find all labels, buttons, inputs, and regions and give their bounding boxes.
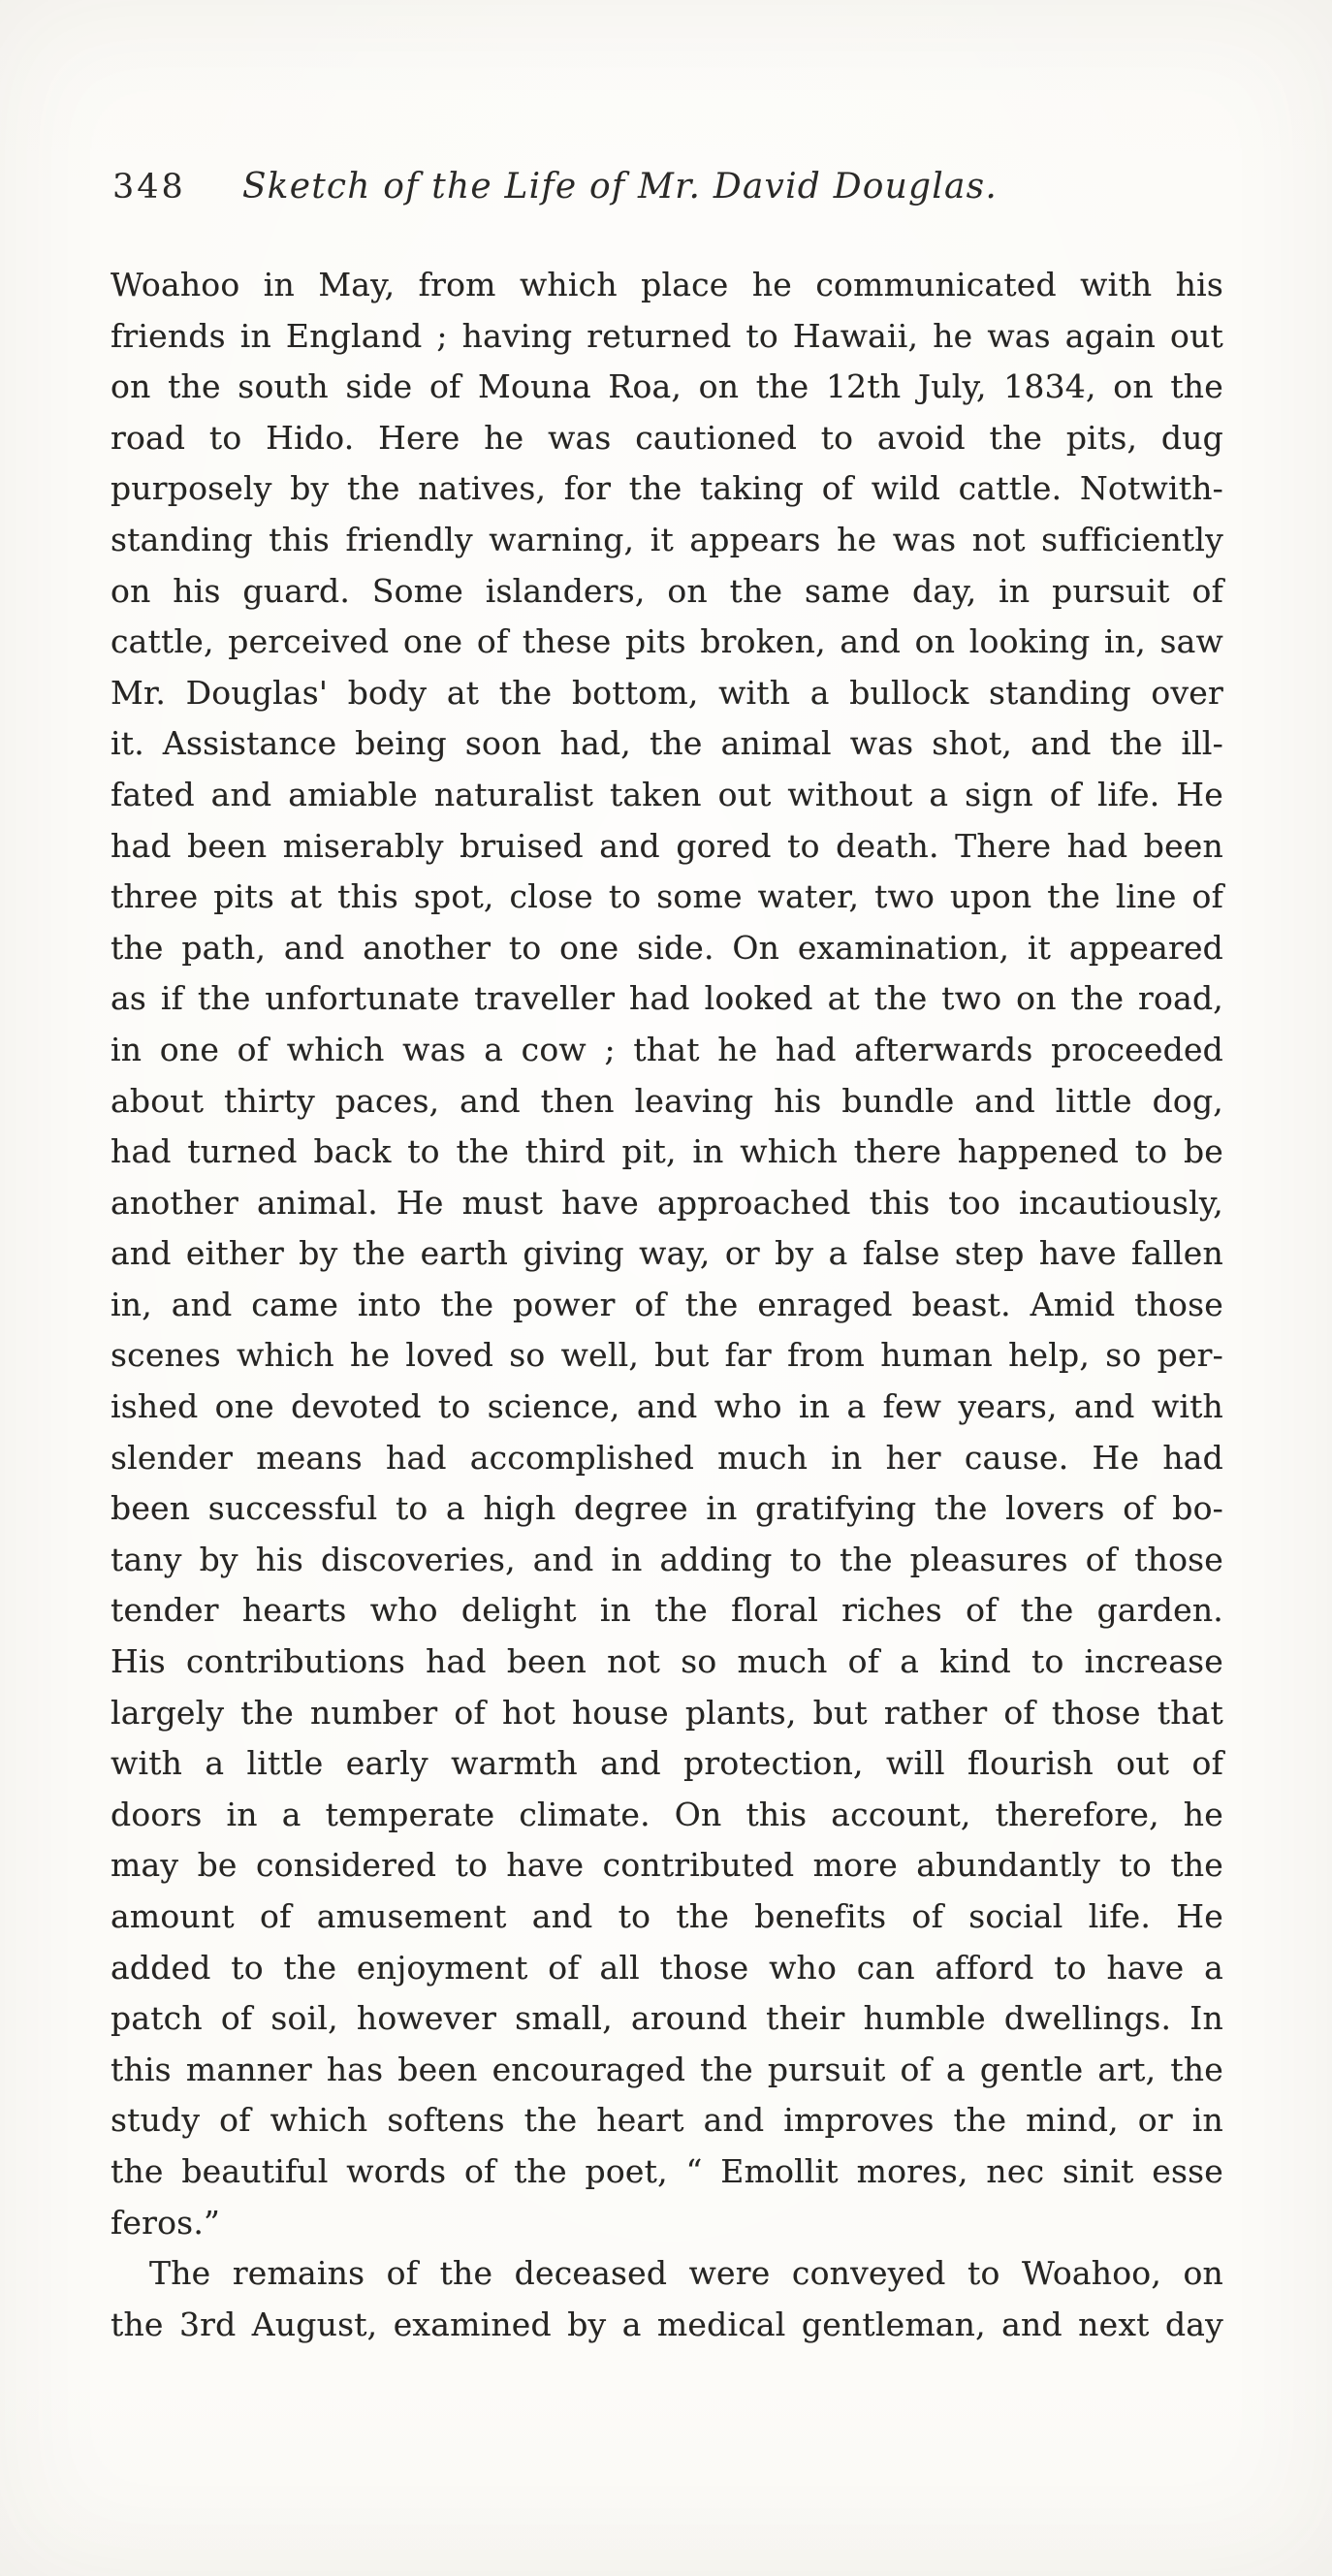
text-line: purposely by the natives, for the taking of wild cattle. Notwith- (111, 469, 1223, 508)
text-line: it. Assistance being soon had, the animal was shot, and the ill- (111, 724, 1223, 763)
text-line: largely the number of hot house plants, but rather of those that (111, 1693, 1223, 1732)
text-line: on the south side of Mouna Roa, on the 12th July, 1834, on the (111, 367, 1223, 406)
text-line: friends in England ; having returned to Hawaii, he was again out (111, 316, 1223, 355)
page-number: 348 (112, 168, 186, 207)
text-line: with a little early warmth and protection, will flourish out of (111, 1744, 1223, 1783)
text-line: about thirty paces, and then leaving his bundle and little dog, (111, 1081, 1223, 1120)
text-line: and either by the earth giving way, or by a false step have fallen (111, 1234, 1223, 1273)
text-line: may be considered to have contributed more abundantly to the (111, 1846, 1223, 1885)
text-line: had turned back to the third pit, in which there happened to be (111, 1132, 1223, 1171)
text-line: the beautiful words of the poet, “ Emollit mores, nec sinit esse (111, 2151, 1223, 2190)
running-title: Sketch of the Life of Mr. David Douglas. (241, 167, 998, 207)
text-line: this manner has been encouraged the pursuit of a gentle art, the (111, 2050, 1223, 2088)
text-line: had been miserably bruised and gored to death. There had been (111, 826, 1223, 865)
text-line: feros.” (111, 2203, 221, 2242)
text-line: as if the unfortunate traveller had looked at the two on the road, (111, 979, 1223, 1018)
text-line: study of which softens the heart and improves the mind, or in (111, 2101, 1223, 2140)
text-line: doors in a temperate climate. On this account, therefore, he (111, 1795, 1223, 1833)
text-line: fated and amiable naturalist taken out without a sign of life. He (111, 775, 1223, 813)
text-line: road to Hido. Here he was cautioned to avoid the pits, dug (111, 418, 1223, 457)
text-line: scenes which he loved so well, but far from human help, so per- (111, 1336, 1223, 1375)
text-line: slender means had accomplished much in her cause. He had (111, 1438, 1223, 1477)
text-line: The remains of the deceased were conveyed to Woahoo, on (149, 2254, 1223, 2293)
text-line: Woahoo in May, from which place he communicated with his (111, 266, 1223, 303)
text-line: ished one devoted to science, and who in a few years, and with (111, 1387, 1223, 1426)
text-line: the path, and another to one side. On examination, it appeared (111, 928, 1223, 967)
text-line: three pits at this spot, close to some water, two upon the line of (111, 877, 1223, 916)
text-line: another animal. He must have approached this too incautiously, (111, 1183, 1223, 1222)
text-line: been successful to a high degree in gratifying the lovers of bo- (111, 1489, 1223, 1528)
text-line: on his guard. Some islanders, on the same day, in pursuit of (111, 571, 1223, 610)
text-line: patch of soil, however small, around their humble dwellings. In (111, 1999, 1223, 2038)
text-line: the 3rd August, examined by a medical gentleman, and next day (111, 2305, 1223, 2343)
text-line: added to the enjoyment of all those who can afford to have a (111, 1948, 1223, 1987)
text-line: cattle, perceived one of these pits broken, and on looking in, saw (111, 622, 1223, 661)
text-line: in, and came into the power of the enraged beast. Amid those (111, 1285, 1223, 1323)
text-line: standing this friendly warning, it appears he was not sufficiently (111, 520, 1223, 558)
page-body (111, 260, 1223, 2350)
text-line: tany by his discoveries, and in adding to the pleasures of those (111, 1540, 1223, 1578)
page-header (112, 167, 1223, 207)
text-line: tender hearts who delight in the floral riches of the garden. (111, 1591, 1223, 1630)
text-line: Mr. Douglas' body at the bottom, with a bullock standing over (111, 673, 1223, 712)
text-line: amount of amusement and to the benefits of social life. He (111, 1897, 1223, 1935)
text-line: in one of which was a cow ; that he had afterwards proceeded (111, 1030, 1223, 1068)
text-line: His contributions had been not so much of a kind to increase (111, 1642, 1223, 1681)
